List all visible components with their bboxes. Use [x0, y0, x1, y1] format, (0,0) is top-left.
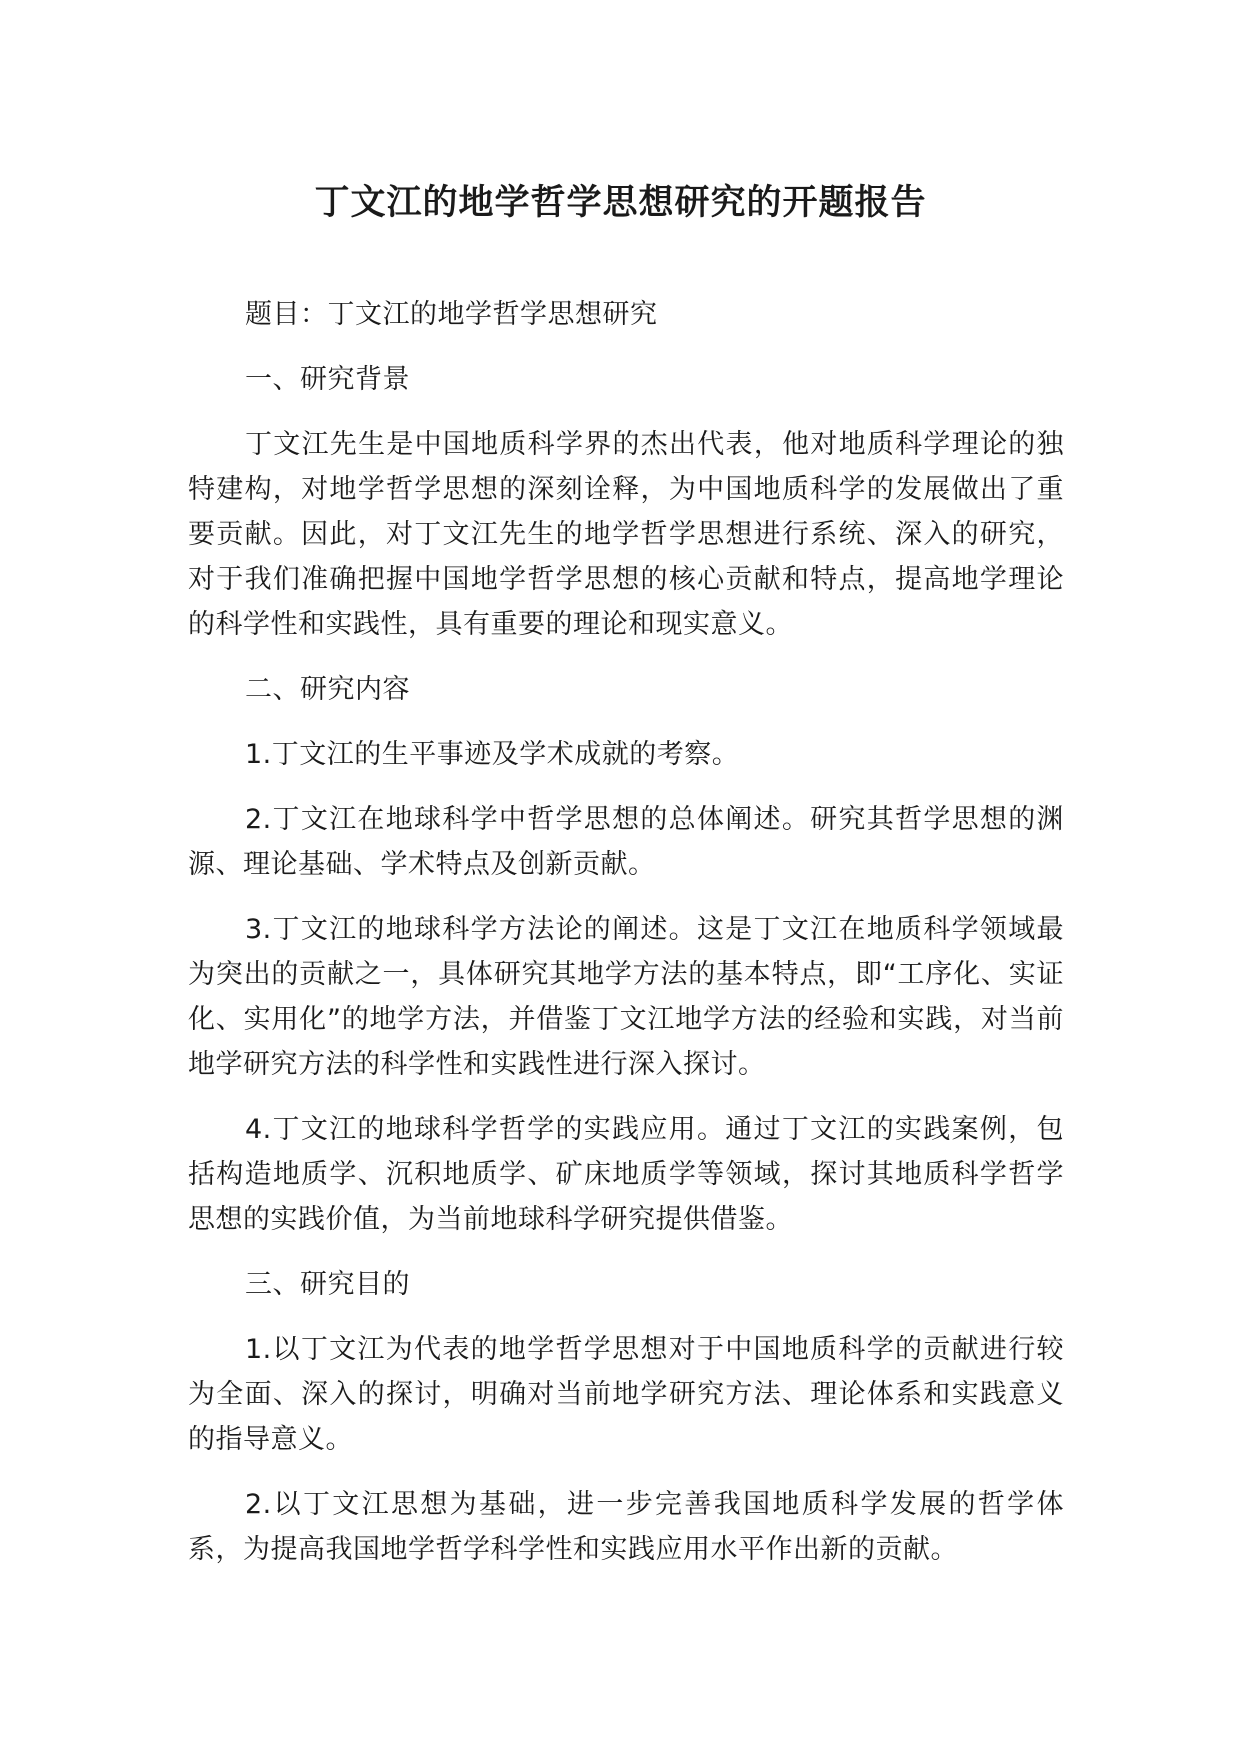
section-heading-background: 一、研究背景: [245, 364, 410, 395]
background-paragraph: 丁文江先生是中国地质科学界的杰出代表，他对地质科学理论的独特建构，对地学哲学思想的深刻诠释，为中国地质科学的发展做出了重要贡献。因此，对丁文江先生的地学哲学思想进行系统、深入的研究，对于我们准确把握中国地学哲学思想的核心贡献和特点，提高地学理论的科学性和实践性，具有重要的理论和现实意义。: [188, 429, 1064, 640]
topic-line: 题目：丁文江的地学哲学思想研究: [245, 299, 658, 330]
purpose-item-2: 2.以丁文江思想为基础，进一步完善我国地质科学发展的哲学体系，为提高我国地学哲学科学性和实践应用水平作出新的贡献。: [188, 1489, 1064, 1565]
purpose-item-1: 1.以丁文江为代表的地学哲学思想对于中国地质科学的贡献进行较为全面、深入的探讨，明确对当前地学研究方法、理论体系和实践意义的指导意义。: [188, 1334, 1064, 1455]
document-title: 丁文江的地学哲学思想研究的开题报告: [314, 183, 927, 223]
section-heading-purpose: 三、研究目的: [245, 1269, 410, 1300]
content-item-3: 3.丁文江的地球科学方法论的阐述。这是丁文江在地质科学领域最为突出的贡献之一，具体研究其地学方法的基本特点，即“工序化、实证化、实用化”的地学方法，并借鉴丁文江地学方法的经验和实践，对当前地学研究方法的科学性和实践性进行深入探讨。: [188, 914, 1064, 1080]
section-heading-content: 二、研究内容: [245, 674, 410, 705]
content-item-4: 4.丁文江的地球科学哲学的实践应用。通过丁文江的实践案例，包括构造地质学、沉积地质学、矿床地质学等领域，探讨其地质科学哲学思想的实践价值，为当前地球科学研究提供借鉴。: [188, 1114, 1064, 1235]
document-body: [188, 292, 1064, 1592]
content-item-1: 1.丁文江的生平事迹及学术成就的考察。: [245, 739, 740, 770]
content-item-2: 2.丁文江在地球科学中哲学思想的总体阐述。研究其哲学思想的渊源、理论基础、学术特点及创新贡献。: [188, 804, 1064, 880]
